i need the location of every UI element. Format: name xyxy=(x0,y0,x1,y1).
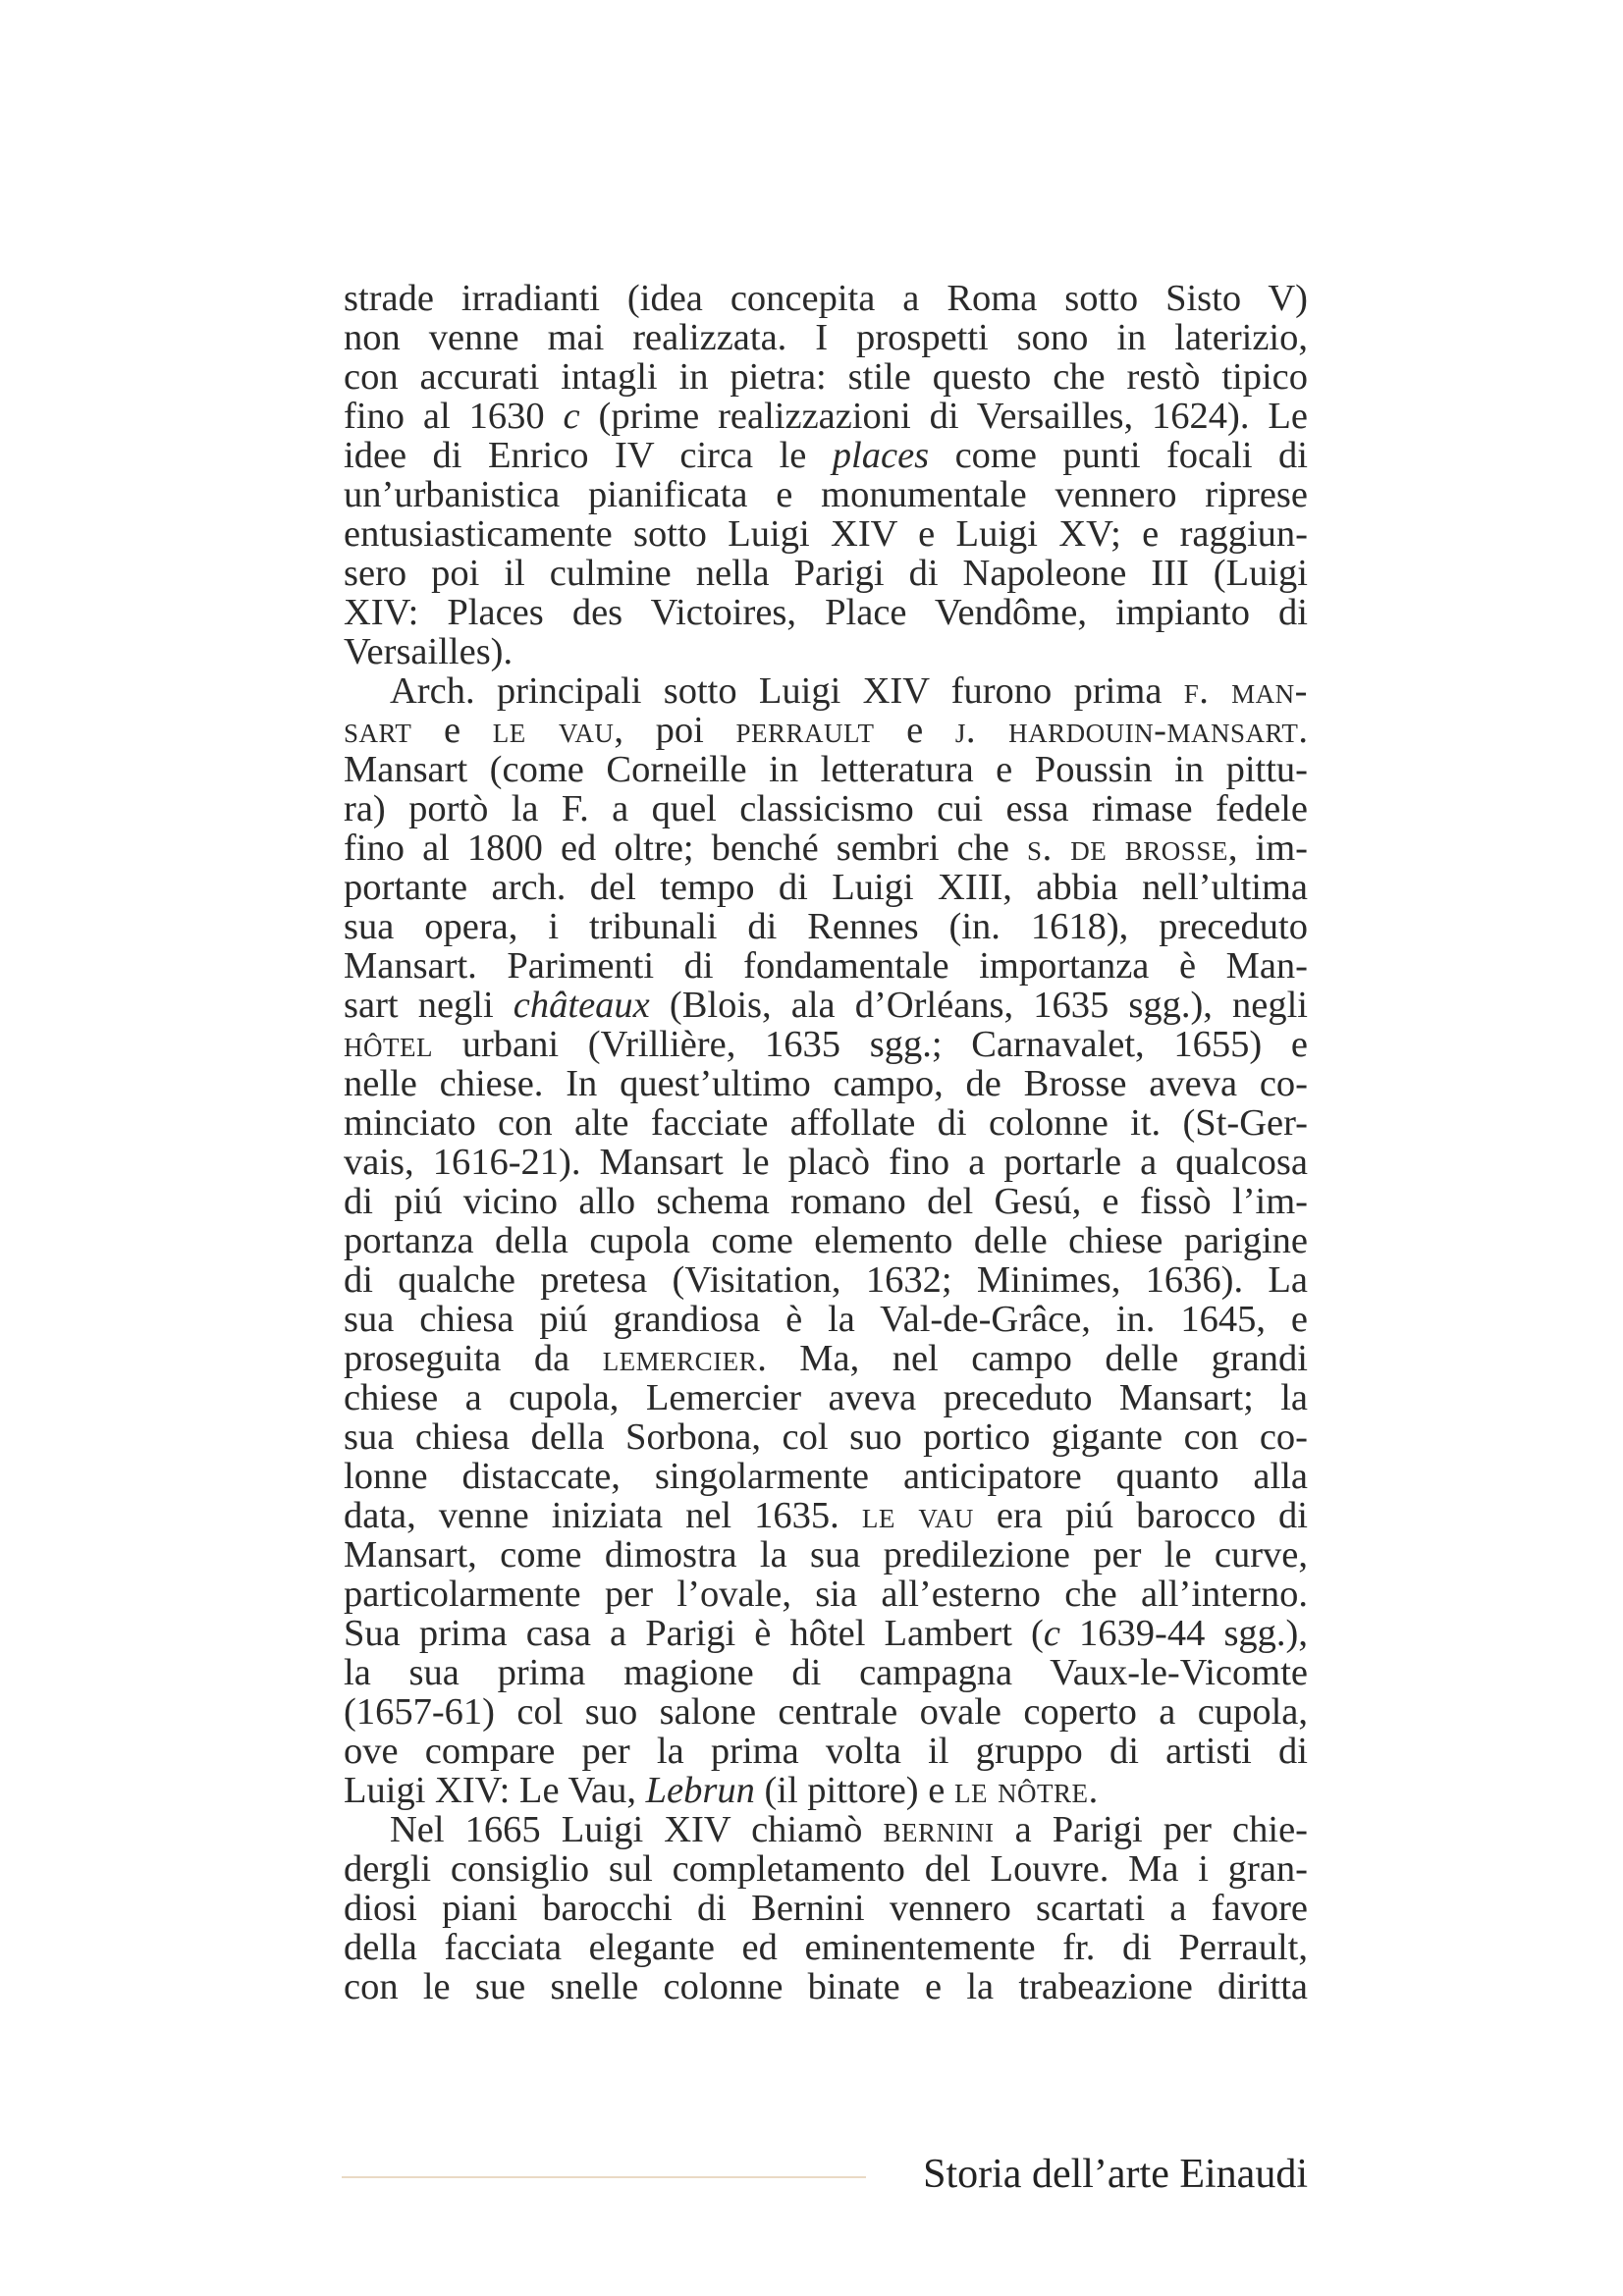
main-text xyxy=(344,279,1308,2006)
text-run: come punti focali di xyxy=(929,435,1308,476)
italic-run: places xyxy=(832,435,930,476)
text-run: idee di Enrico IV circa le xyxy=(344,435,833,476)
text-line: minciato con alte facciate affollate di colonne it. (St-Ger- xyxy=(344,1102,1308,1144)
text-line: di piú vicino allo schema romano del Gesú, e fissò l’im- xyxy=(344,1181,1308,1222)
text-line: chiese a cupola, Lemercier aveva preceduto Mansart; la xyxy=(344,1377,1308,1418)
text-line xyxy=(344,1496,1308,1535)
text-line xyxy=(344,828,1308,868)
text-line xyxy=(344,711,1308,750)
text-run: Sua prima casa a Parigi è hôtel Lambert ( xyxy=(344,1613,1044,1654)
text-run: sart negli xyxy=(344,985,514,1026)
text-line xyxy=(344,1771,1308,1810)
text-line: (1657-61) col suo salone centrale ovale coperto a cupola, xyxy=(344,1691,1308,1733)
text-line xyxy=(344,671,1308,711)
text-line: della facciata elegante ed eminentemente fr. di Perrault, xyxy=(344,1927,1308,1968)
text-line: dergli consiglio sul completamento del Louvre. Ma i gran- xyxy=(344,1848,1308,1890)
text-line: vais, 1616-21). Mansart le placò fino a portarle a qualcosa xyxy=(344,1142,1308,1183)
name-small-caps: lemercier xyxy=(602,1338,758,1379)
text-run: . Ma, nel campo delle grandi xyxy=(757,1338,1309,1379)
text-run: urbani (Vrillière, 1635 sgg.; Carnavalet, 1655) e xyxy=(432,1024,1308,1065)
name-small-caps: sart xyxy=(344,710,412,751)
italic-run: châteaux xyxy=(513,985,650,1026)
name-small-caps: le nôtre xyxy=(953,1770,1089,1811)
paragraph-2 xyxy=(344,671,1308,1810)
text-line xyxy=(344,397,1308,436)
text-line xyxy=(344,1614,1308,1653)
text-line: nelle chiese. In quest’ultimo campo, de Brosse aveva co- xyxy=(344,1063,1308,1104)
paragraph-3 xyxy=(344,1810,1308,2006)
text-run: fino al 1630 xyxy=(344,396,564,437)
footer-divider xyxy=(342,2176,866,2178)
text-line: portanza della cupola come elemento delle chiese parigine xyxy=(344,1220,1308,1261)
text-line: ra) portò la F. a quel classicismo cui essa rimase fedele xyxy=(344,788,1308,829)
text-line: ove compare per la prima volta il gruppo di artisti di xyxy=(344,1731,1308,1772)
name-small-caps: s. de brosse xyxy=(1027,828,1228,869)
italic-run: Lebrun xyxy=(645,1770,755,1811)
text-line xyxy=(344,1339,1308,1378)
text-run: proseguita da xyxy=(344,1338,603,1379)
text-run: Arch. principali sotto Luigi XIV furono prima xyxy=(390,670,1184,712)
name-small-caps: le vau xyxy=(861,1495,974,1536)
italic-run: c xyxy=(563,396,580,437)
text-line: Mansart (come Corneille in letteratura e Poussin in pittu- xyxy=(344,749,1308,790)
paragraph-1 xyxy=(344,279,1308,671)
name-small-caps: perrault xyxy=(735,710,875,751)
text-run: 1639-44 sgg.), xyxy=(1059,1613,1309,1654)
text-line: un’urbanistica pianificata e monumentale vennero riprese xyxy=(344,474,1308,515)
text-run: e xyxy=(874,710,955,751)
text-line: diosi piani barocchi di Bernini vennero scartati a favore xyxy=(344,1888,1308,1929)
text-line: particolarmente per l’ovale, sia all’esterno che all’interno. xyxy=(344,1574,1308,1615)
text-line xyxy=(344,986,1308,1025)
text-line: non venne mai realizzata. I prospetti sono in laterizio, xyxy=(344,317,1308,358)
text-run: era piú barocco di xyxy=(973,1495,1308,1536)
text-run: (Blois, ala d’Orléans, 1635 sgg.), negli xyxy=(649,985,1308,1026)
footer-book-title: Storia dell’arte Einaudi xyxy=(923,2152,1308,2197)
text-line xyxy=(344,436,1308,475)
text-line: lonne distaccate, singolarmente anticipatore quanto alla xyxy=(344,1456,1308,1497)
text-line: Mansart. Parimenti di fondamentale importanza è Man- xyxy=(344,945,1308,987)
text-run: Nel 1665 Luigi XIV chiamò xyxy=(390,1809,884,1850)
text-line: con le sue snelle colonne binate e la trabeazione diritta xyxy=(344,1966,1308,2007)
text-run: Luigi XIV: Le Vau, xyxy=(344,1770,646,1811)
text-run: fino al 1800 ed oltre; benché sembri che xyxy=(344,828,1028,869)
text-run: a Parigi per chie- xyxy=(994,1809,1308,1850)
text-line: sua opera, i tribunali di Rennes (in. 1618), preceduto xyxy=(344,906,1308,947)
text-line xyxy=(344,1025,1308,1064)
text-run: (il pittore) e xyxy=(754,1770,954,1811)
text-line: Versailles). xyxy=(344,631,514,672)
text-run: , poi xyxy=(614,710,736,751)
text-run: data, venne iniziata nel 1635. xyxy=(344,1495,862,1536)
text-line: strade irradianti (idea concepita a Roma sotto Sisto V) xyxy=(344,278,1308,319)
text-run: e xyxy=(411,710,493,751)
name-small-caps: f. man- xyxy=(1183,670,1308,712)
text-line: con accurati intagli in pietra: stile questo che restò tipico xyxy=(344,356,1308,398)
name-small-caps: bernini xyxy=(883,1809,995,1850)
name-small-caps: hôtel xyxy=(344,1024,433,1065)
text-run: , im- xyxy=(1227,828,1308,869)
text-line: Mansart, come dimostra la sua predilezione per le curve, xyxy=(344,1534,1308,1575)
name-small-caps: j. hardouin-mansart xyxy=(954,710,1299,751)
text-run: . xyxy=(1298,710,1308,751)
text-line: sua chiesa piú grandiosa è la Val-de-Grâce, in. 1645, e xyxy=(344,1299,1308,1340)
text-line: sua chiesa della Sorbona, col suo portico gigante con co- xyxy=(344,1416,1308,1458)
text-line: di qualche pretesa (Visitation, 1632; Minimes, 1636). La xyxy=(344,1259,1308,1301)
text-run: (prime realizzazioni di Versailles, 1624). Le xyxy=(579,396,1308,437)
text-line: sero poi il culmine nella Parigi di Napoleone III (Luigi xyxy=(344,553,1308,594)
text-line: portante arch. del tempo di Luigi XIII, abbia nell’ultima xyxy=(344,867,1308,908)
italic-run: c xyxy=(1043,1613,1060,1654)
text-line: XIV: Places des Victoires, Place Vendôme, impianto di xyxy=(344,592,1308,633)
text-line xyxy=(344,1810,1308,1849)
name-small-caps: le vau xyxy=(492,710,615,751)
text-line: entusiasticamente sotto Luigi XIV e Luigi XV; e raggiun- xyxy=(344,513,1308,555)
text-line: la sua prima magione di campagna Vaux-le-Vicomte xyxy=(344,1652,1308,1693)
text-run: . xyxy=(1088,1770,1099,1811)
